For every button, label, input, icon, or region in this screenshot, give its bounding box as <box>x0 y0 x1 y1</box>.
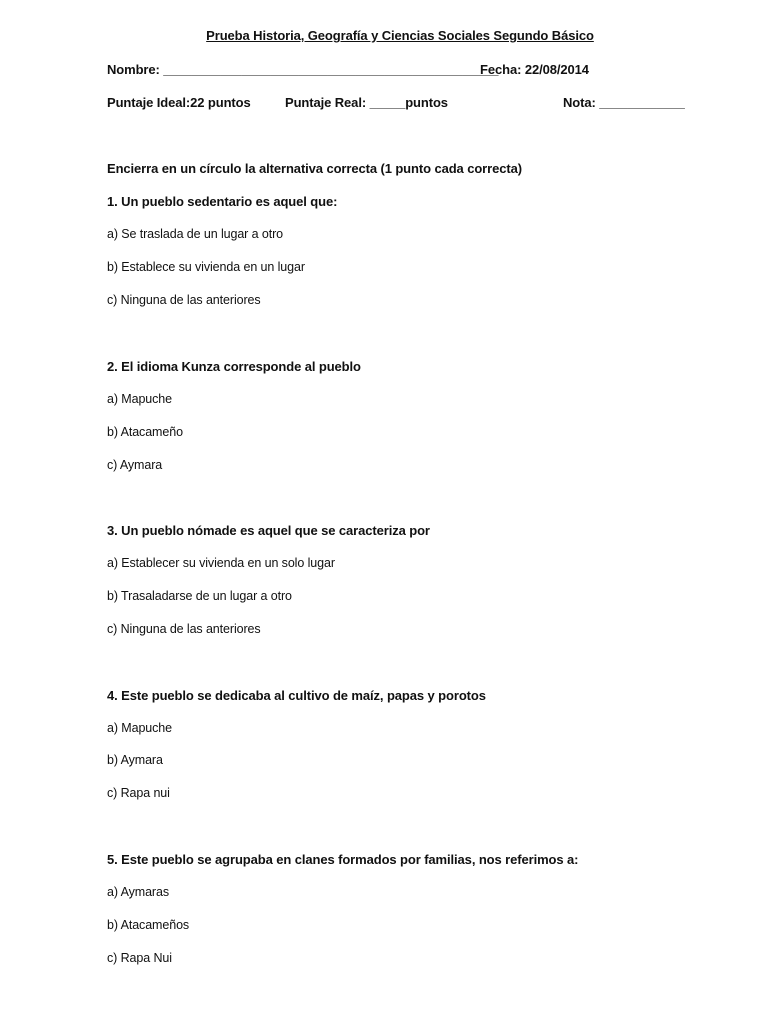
question-1: 1. Un pueblo sedentario es aquel que: <box>107 194 338 209</box>
exam-title: Prueba Historia, Geografía y Ciencias Sociales Segundo Básico <box>206 28 594 43</box>
question-2-option-c: c) Aymara <box>107 458 163 472</box>
question-4-option-a: a) Mapuche <box>107 721 173 735</box>
question-3: 3. Un pueblo nómade es aquel que se caracteriza por <box>107 523 430 538</box>
instructions: Encierra en un círculo la alternativa correcta (1 punto cada correcta) <box>107 161 522 176</box>
question-1-option-a: a) Se traslada de un lugar a otro <box>107 227 283 241</box>
question-2-option-a: a) Mapuche <box>107 392 173 406</box>
question-1-option-c: c) Ninguna de las anteriores <box>107 293 261 307</box>
question-3-option-b: b) Trasaladarse de un lugar a otro <box>107 589 292 603</box>
question-4-option-b: b) Aymara <box>107 753 163 767</box>
nota-field: Nota: ____________ <box>563 95 685 110</box>
question-2-option-b: b) Atacameño <box>107 425 183 439</box>
question-2: 2. El idioma Kunza corresponde al pueblo <box>107 359 361 374</box>
question-5-option-a: a) Aymaras <box>107 885 169 899</box>
puntaje-ideal: Puntaje Ideal:22 puntos <box>107 95 251 110</box>
question-4-option-c: c) Rapa nui <box>107 786 170 800</box>
puntaje-real-field: Puntaje Real: _____puntos <box>285 95 448 110</box>
fecha-field: Fecha: 22/08/2014 <box>480 62 589 77</box>
question-5: 5. Este pueblo se agrupaba en clanes formados por familias, nos referimos a: <box>107 852 579 867</box>
question-3-option-a: a) Establecer su vivienda en un solo lugar <box>107 556 335 570</box>
question-3-option-c: c) Ninguna de las anteriores <box>107 622 261 636</box>
question-1-option-b: b) Establece su vivienda en un lugar <box>107 260 305 274</box>
question-4: 4. Este pueblo se dedicaba al cultivo de maíz, papas y porotos <box>107 688 486 703</box>
nombre-field: Nombre: _______________________________________________ <box>107 62 499 77</box>
question-5-option-c: c) Rapa Nui <box>107 951 172 965</box>
question-5-option-b: b) Atacameños <box>107 918 190 932</box>
